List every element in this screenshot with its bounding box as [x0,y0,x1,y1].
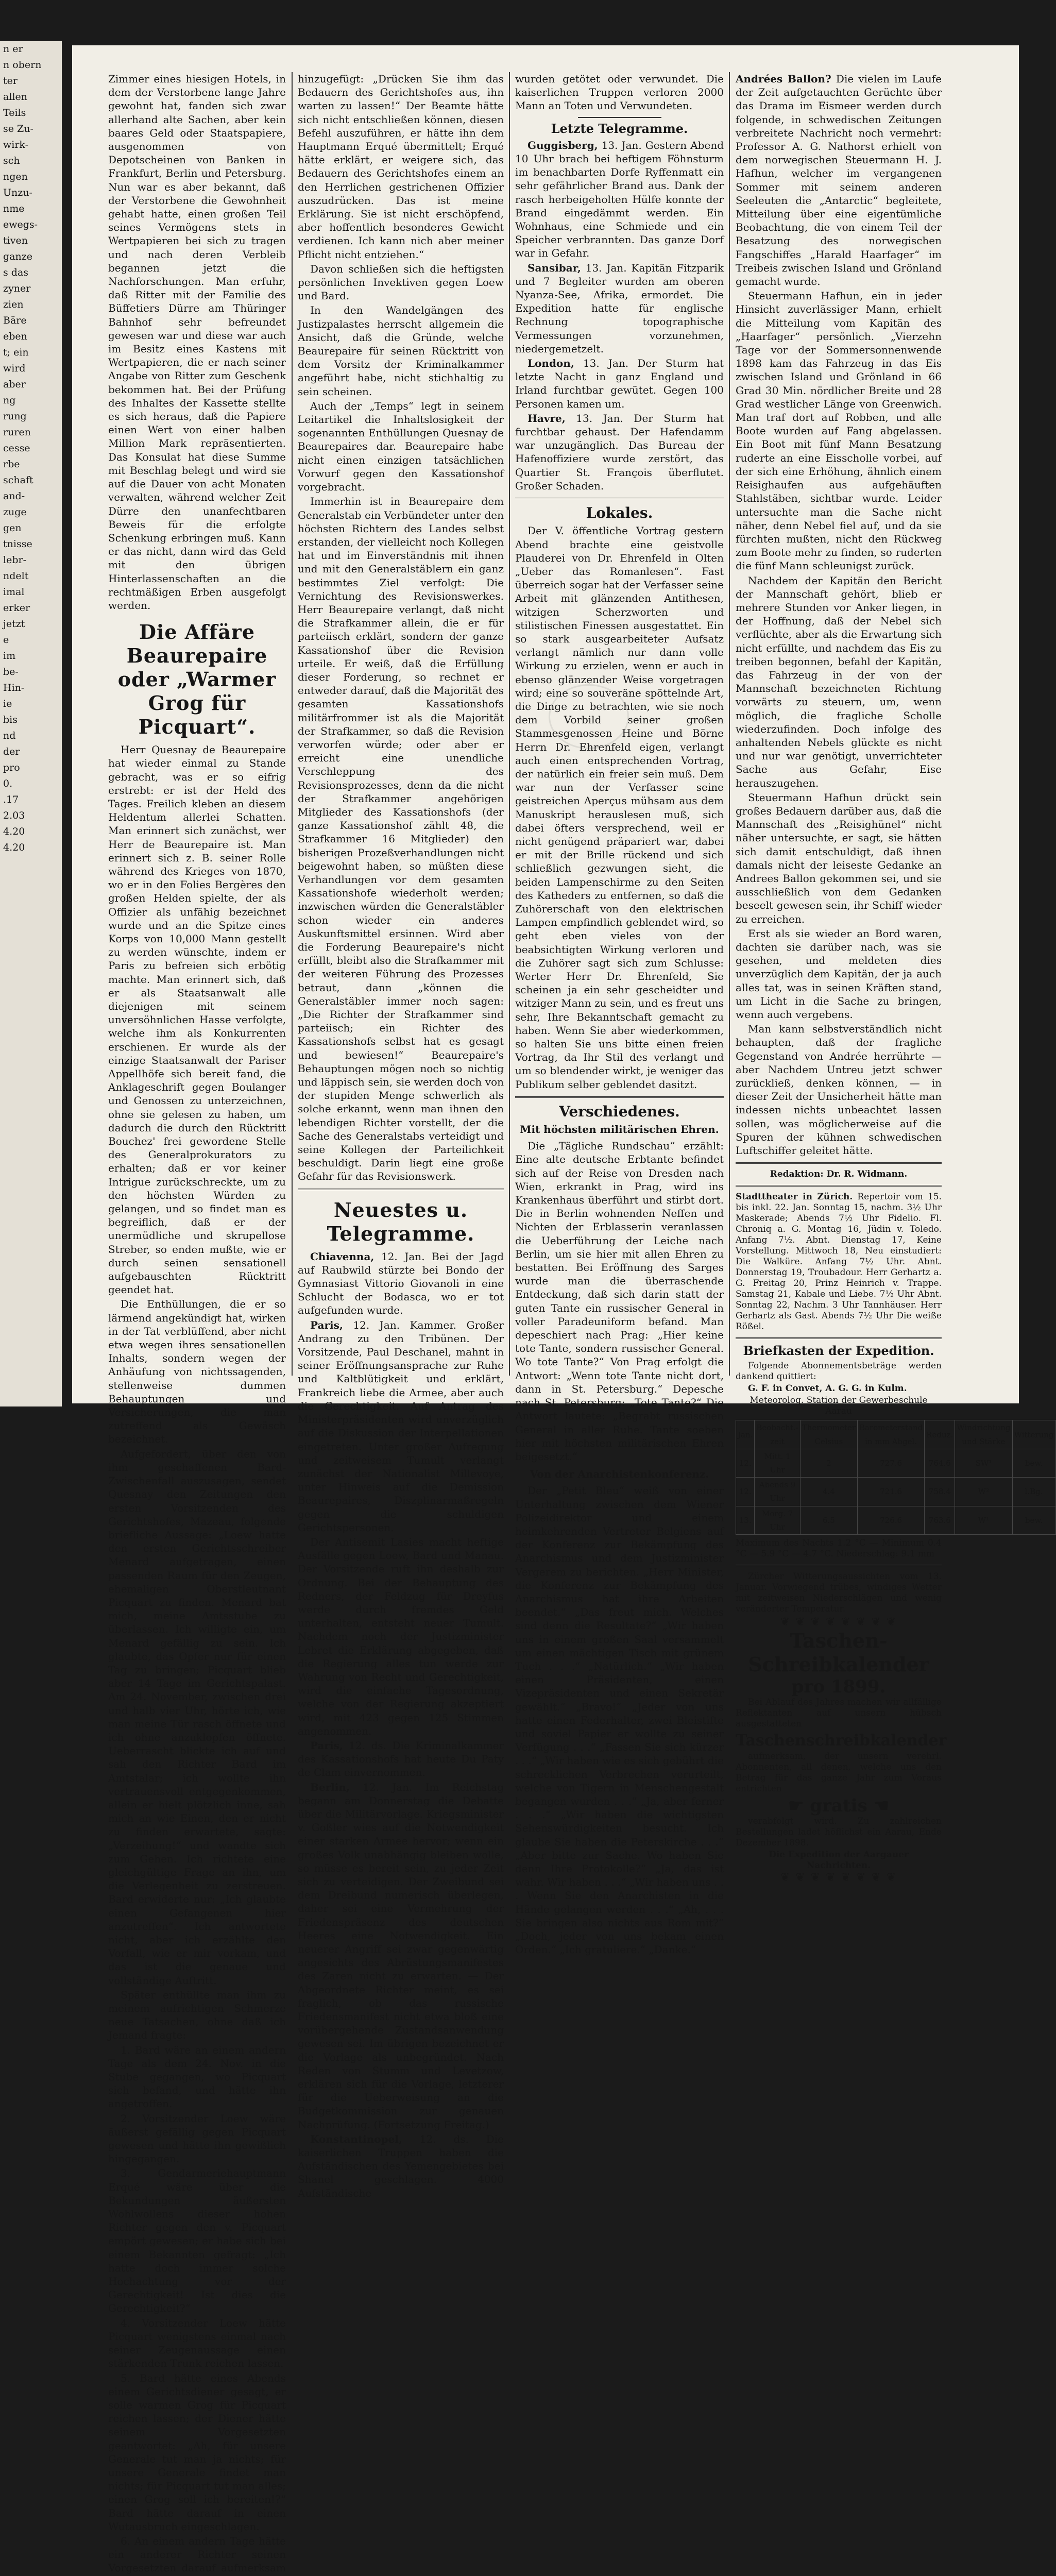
telegram-text: 12. Jan. Im Reichstag begann am Donnerstag die Debatte über die Militärvorlage. Kriegsminister v. Goßler wies auf die Notwendigkeit einer starken Armee hervor; wenn ein großes Volk unabhängig bleiben wolle, so müsse es bereit sein, zu jeder Zeit sich zu verteidigen. Der Zweibund sei dem Dreibund numerisch überlegen, daher sei eine Vermehrung der Friedenspräsenz des deutschen Heeres eine Notwendigkeit. Ein neuerer Angriff sei zwar gegenwärtig angesichts des Abrüstungsmanifestes des Zaren nicht zu erwarten. — Der Abgeordnete Richter meint, es sei fraglich, ob das russische Friedensmanifest nicht etwa bloß eine vorübergehende Zustandsanwendung gewesen sei. Im übrigen bezeichnet er die Vorlage als unbegründet. Nach Reden von Stumm und Levetzow, erklären sich für die Vorlage, letzterer für die Ueberweisung an die Budgetkommission zur genauen Nachprüfung. (Fortsetzung Freitag.) [298,1781,504,2131]
strip-line: n er [3,43,23,55]
dateline: London, [527,357,574,370]
strip-line: t; ein [3,347,29,358]
ad-subtitle: pro 1899. [791,1676,886,1698]
table-row [736,1506,1056,1534]
strip-line: 4.20 [3,826,25,837]
strip-line: rbe [3,459,20,470]
list-item: 3. Gendarmeriehauptmann Erqué wäre über die Bekundungen äußersten Wohlwollens dieser hohen Richter gegen den v. Picquart empört gewesen; er habe sich bei einem Bekannten gefragt: „Ich hatte doch immer solche Hochachtung vor der Gerechtigkeit! Ist dies die Gerechtigkeit?“ [108,2167,286,2315]
table-cell: SW¹ [955,1449,1012,1477]
strip-line: wirk- [3,139,29,150]
strip-line: ewegs- [3,219,38,230]
column-3 [515,72,724,1956]
dateline: Paris, [310,1318,343,1331]
dateline: Konstantinopel, [310,2132,402,2145]
table-cell: 13. [736,1506,755,1534]
section-rule [515,1096,724,1098]
dateline: Berlin, [310,1781,350,1793]
station-title: Meteorolog. Station der Gewerbeschule Aarau [750,1395,928,1417]
headline-letzte-telegramme: Letzte Telegramme. [551,121,688,136]
section-rule [736,1565,942,1566]
strip-line: Hin- [3,682,25,693]
table-cell: 721.6 [857,1478,924,1506]
dateline: Sansibar, [527,261,581,274]
left-page-strip [0,41,62,1406]
table-cell: 2 [800,1449,857,1477]
table-row [736,1478,1056,1506]
section-rule [515,498,724,499]
strip-line: 0. [3,778,13,789]
column-2 [298,72,504,2199]
strip-line: sch [3,155,20,166]
article-paragraph: Davon schließen sich die heftigsten persönlichen Invektiven gegen Loew und Bard. [298,262,504,302]
strip-line: pro [3,762,20,773]
article-paragraph: G. F. in Convet, A. G. G. in Kulm. [748,1383,907,1394]
table-row [736,1449,1056,1477]
telegram-text: 13. Jan. Der Sturm hat furchtbar gehaust. Der Hafendamm war unzugänglich. Das Bureau der Hafenoffiziere wurde zerstört, das Quartier St. François überflutet. Großer Schaden. [515,412,724,492]
column-divider [509,72,510,1376]
table-cell: 727.6 [857,1449,924,1477]
section-rule [736,1185,942,1187]
strip-line: aber [3,379,26,390]
editor-line: Redaktion: Dr. R. Widmann. [770,1169,908,1180]
strip-line: tnisse [3,538,32,550]
table-cell: bew. [1012,1449,1055,1477]
strip-line: 4.20 [3,842,25,853]
list-item: 2. Vorsitzender Loew wäre äußerst gefällig gegen Picquart gewesen und hätte ihn gewißlich hingegangen. [108,2112,286,2165]
strip-line: Unzu- [3,187,32,198]
article-paragraph: Herr Quesnay de Beaurepaire hat wieder einmal zu Stande gebracht, was er so eifrig erstrebt: er ist der Held des Tages. Freilich kleben an diesem Heldentum allerlei Schatten. Man erinnert sich zunächst, wer Herr de Beaurepaire ist. Man erinnert sich z. B. seiner Rolle während des Krieges von 1870, wo er in den Folies Bergères den großen Helden spielte, der als Offizier als unfähig bezeichnet wurde und an die Spitze eines Korps von 10,000 Mann gestellt zu werden wünschte, indem er Paris zu befreien sich erbötig machte. Man erinnert sich, daß er als Staatsanwalt alle diejenigen mit seinem unversöhnlichen Hasse verfolgte, welche ihm als Konkurrenten erschienen. Er wurde als der einzige Staatsanwalt der Pariser Appellhöfe sich bereit fand, die Anklageschrift gegen Boulanger und Genossen zu unterzeichnen, ohne sie gelesen zu haben, um dadurch die durch den Rücktritt Bouchez' frei gewordene Stelle des Generalprokurators zu erhalten; daß er vor keiner Intrigue zurückschreckte, um zu den höchsten Würden zu gelangen, und so findet man es begreiflich, daß er der unermüdliche und skrupellose Streber, so enden mußte, wie er durch seinen sensationell aufgebauschten Rücktritt geendet hat. [108,743,286,1296]
telegram-text: 12. Jan. Kammer. Großer Andrang zu den Tribünen. Der Vorsitzende, Paul Deschanel, mahnt in seiner Eröffnungsansprache zur Ruhe und Kaltblütigkeit und erklärt, Frankreich liebe die Armee, aber auch die Gerechtigkeit. Auf Antrag des Ministerpräsidenten wird unverzüglich auf die Diskussion der Interpellationen eingetreten. Unter großer Aufregung und zeitweisem Tumult verlangt zunächst der Nationalist Millevoye, unter Hinweis auf die Demission Beaurepaires, Diszplinarmaßregeln gegen die schuldigen Gerichtspersonen. [298,1318,504,1534]
table-header: Thermometer Celsius [800,1420,857,1449]
table-header: Beobacht.-zeit [755,1420,800,1449]
article-paragraph: Folgende Abonnementsbeträge werden dankend quittiert: [736,1361,942,1382]
table-header: Barometerstand in mm Abgel. [857,1420,924,1449]
table-header: Witterung [1012,1420,1055,1449]
article-paragraph: Die vielen im Laufe der Zeit aufgetauchten Gerüchte über das Drama im Eismeer werden durch folgende, in schwedischen Zeitungen verbreitete Nachricht noch vermehrt: Professor A. G. Nathorst erhielt von dem norwegischen Steuermann H. J. Hafhun, welcher im vergangenen Sommer mit seinem anderen Seeleuten die „Antarctic“ begleitete, Mitteilung über eine eigentümliche Beobachtung, die von einem Teil der Besatzung des norwegischen Fangschiffes „Harald Haarfager“ im Treibeis zwischen Island und Grönland gemacht wurde. [736,73,942,288]
section-rule [578,117,661,118]
headline-briefkasten: Briefkasten der Expedition. [743,1343,934,1359]
subheadline: Von der Anarchistenkonferenz. [530,1468,709,1481]
weather-forecast: Zürcher Witterungsaussichten vom 13. Januar. Vorwiegend trübes, windiges Wetter mit zeitweisen Niederschlägen und wenig veränderter Temperatur. [736,1571,942,1615]
dateline: Guggisberg, [527,139,598,151]
table-cell: Mitt. 1 Uhr [755,1449,800,1477]
strip-line: nd [3,730,16,741]
headline-affaere: Die Affäre Beaurepaire oder „Warmer Grog für Picquart“. [117,620,277,739]
subheadline: Andrées Ballon? [736,73,831,85]
ad-gratis: ☛ gratis ☚ [788,1795,890,1817]
article-paragraph: Auch der „Temps“ legt in seinem Leitartikel die Inhaltslosigkeit der sogenannten Enthüllungen Quesnay de Beaurepaires dar. Beaurepaire habe nicht einen einzigen tatsächlichen Vorwurf gegen den Kassationshof vorgebracht. [298,399,504,494]
ornament-border: ❦ ❦ ❦ ❦ ❦ ❦ ❦ ❦ [780,1616,897,1629]
list-item: 1. Bard wäre an einem andern Tage als dem 24. Nov. in die Stube gegangen, wo Picquart sich befand, und hätte ihn angetroffen. [108,2043,286,2110]
strip-line: zien [3,299,24,310]
list-item: 5. Bard hätte eines Abends einem Gerichtsdiener gesagt, er solle warmen Grog für Picquart reichen lassen; der Diener hätte seinem Vorgesetzten geantwortet: „Ah, für unsere Generale tut man ja nichts; für unsere Generale findet man nichts; für Picquart tut man alles; einen Grog soll ich bereiten!?“ Bard hätte darauf in einen Wutausbruch eingeschlagen. [108,2371,286,2533]
article-paragraph: Der „Petit Bleu“ weiß von einer Unterhaltung zwischen dem Wiener Polizeidirektor und einem heimkehrenden Vertreter Belgiens auf der Konferenz zur Bekämpfung des Anarchismus und dem Justizminister Vergerem zu berichten. „Herr Minister, die Konferenz zur Bekämpfung des Anarchismus hat ihre Arbeiten beendet.“ „Das freut mich. Welches sind denn die Resultate?“ „Wir haben uns in einem großen Saal versammelt um einen mächtigen Tisch mit grünem Tuch . . .“ „Natürlich.“ „Wir haben einen Präsidenten, einen Vizepräsidenten und einen Sekretär gewählt.“ „Bravo!“ „Jeder von uns hatte einen Federhalter, zwei Bleistifte und soviel Papier er wollte zu seiner Verfügung . . .“ „Fassen Sie sich kürzer . . .“ „Wir haben wie es sich gebührt die schrecklichen Verbrechen verurteilt, welche von Tigern in Menschengestalt begangen wurden . . .“ „Ja, aber ferner . . .“ „Wir haben die wichtigsten Sehenswürdigkeiten besucht. Ich glaube Sie haben die Peterskirche . . .“ „Aber bitte zur Sache. Wo haben Sie denn Ihre Protokolle?“ „Ja, das ist wahr. Wir haben . . .“ „Wir haben uns . . . Wenn Sie den Anarchisten in die Hände gelangen werden . . .“ „Ah, . . . Sie bringen also nichts aus Rom mit?“ „Doch, jeder von uns bekam einen Orden.“ „Ich gratuliere.“ „Danke.“ [515,1484,724,1956]
article-paragraph: Erst als sie wieder an Bord waren, dachten sie darüber nach, was sie gesehen, und meldeten dies unverzüglich dem Kapitän, der ja auch alles tat, was in seinen Kräften stand, um Licht in die Sache zu bringen, wenn auch vergebens. [736,927,942,1021]
strip-line: schaft [3,474,33,486]
strip-line: im [3,650,16,662]
strip-line: ie [3,698,12,709]
strip-line: imal [3,586,25,598]
strip-line: s das [3,267,29,278]
theater-program: Repertoir vom 15. bis inkl. 22. Jan. Sonntag 15, nachm. 3½ Uhr Maskerade; Abends 7½ Uhr Fidelio. Fl. Chroniq a. G. Montag 16, Jüdin v. Toledo. Anfang 7½. Abnt. Dienstag 17, Keine Vorstellung. Mittwoch 18, Neu einstudiert: Die Walküre. Anfang 7½ Uhr. Abnt. Donnerstag 19, Troubadour. Herr Gerhartz a. G. Freitag 20, Prinz Heinrich v. Trappe. Samstag 21, Kabale und Liebe. 7½ Uhr Abnt. Sonntag 22, Nachm. 3 Uhr Tannhäuser. Herr Gerhartz als Gast. Abends 7½ Uhr Die weiße Rößel. [736,1192,942,1332]
telegram-text: 12. ds. Die Kriminalkammer des Kassationshofs hat heute Du Paty de Clam einvernommen. [298,1739,504,1779]
article-paragraph: Steuermann Hafhun, ein in jeder Hinsicht zuverlässiger Mann, erhielt die Mitteilung vom Kapitän des „Haarfager“ persönlich. „Vierzehn Tage vor der Sommersonnenwende 1898 kam das Fahrzeug in das Eis zwischen Island und Grönland in 66 Grad 30 Min. nördlicher Breite und 28 Grad westlicher Länge von Greenwich. Man traf dort auf Robben, und alle Boote wurden auf Fang abgelassen. Ein Boot mit fünf Mann Besatzung ruderte an eine Eisscholle vorbei, auf der sich eine Erhöhung, ähnlich einem Reisighaufen aus aufgehäuften Stahlstäben, sichtbar wurde. Leider untersuchte man die Sache nicht näher, denn Nebel fiel auf, und da sie fürchten mußten, nicht den Rückweg zum Boote mehr zu finden, so ruderten die fünf Mann schleunigst zurück. [736,290,942,572]
article-paragraph: Die „Tägliche Rundschau“ erzählt: Eine alte deutsche Erbtante befindet sich auf der Reise von Dresden nach Wien, erkrankt in Prag, wird ins Krankenhaus überführt und stirbt dort. Die in Berlin wohnenden Neffen und Nichten der Erblasserin veranlassen die Ueberführung der Leiche nach Berlin, um sie hier mit allen Ehren zu bestatten. Bei Eröffnung des Sarges wurde man die überraschende Entdeckung, daß sich darin statt der guten Tante ein russischer General in voller Paradeuniform befand. Man depeschiert nach Prag: „Hier keine tote Tante, sondern russischer General. Wo tote Tante?“ Von Prag erfolgt die Antwort: „Wenn tote Tante nicht dort, dann in St. Petersburg.“ Depesche nach St. Petersburg: „Tote Tante?“ Die Antwort lautete: „Begrabt russischen General in aller Ruhe. Tante soeben hier mit höchsten militärischen Ehren beigesetzt.“ [515,1140,724,1463]
strip-line: jetzt [3,618,25,630]
strip-line: erker [3,602,30,614]
list-item: 6. An einem andern Tage hätte ein anderer Richter seinen Vorgesetzten darauf aufmerksam [108,2534,286,2574]
article-paragraph: Steuermann Hafhun drückt sein großes Bedauern darüber aus, daß die Mannschaft des „Reisighünel“ nicht näher untersuchte, er sagt, sie hätten sich damit entschuldigt, daß ihnen damals nicht der leiseste Gedanke an Andrees Ballon gekommen sei, und sie ausschließlich von dem Gedanken beseelt gewesen sein, ihr Schiff wieder zu erreichen. [736,791,942,925]
strip-line: ruren [3,427,31,438]
table-header: Jan. [736,1420,755,1449]
table-cell: bew. [1012,1506,1055,1534]
strip-line: bis [3,714,18,725]
strip-line: lebr- [3,554,26,566]
telegram-text: 12. ds. Die kaiserlichen Truppen haben die Aufständischen des Yemengebietes bei Shanel geschlagen. 4000 Aufständische [298,2132,504,2199]
strip-line: eben [3,331,27,342]
strip-line: .17 [3,794,19,805]
strip-line: n obern [3,59,42,71]
strip-line: 2.03 [3,810,25,821]
ad-text: aufmerksam, der unsern verehrl. Abonnenten, all denen, welche uns den Betrag für das ganze Jahr zum Voraus entrichten [736,1751,942,1794]
column-divider [292,72,293,1376]
telegram-text: 13. Jan. Gestern Abend 10 Uhr brach bei heftigem Föhnsturm im benachbarten Dorfe Ryffenmatt ein sehr gefährlicher Brand aus. Dank der rasch herbeigeholten Hülfe konnte der Brand eingedämmt werden. Ein Wohnhaus, eine Schmiede und ein Speicher verbrannten. Das ganze Dorf war in Gefahr. [515,139,724,260]
dateline: Chiavenna, [310,1250,374,1263]
article-paragraph: wurden getötet oder verwundet. Die kaiserlichen Truppen verloren 2000 Mann an Toten und Verwundeten. [515,73,724,112]
dateline: Havre, [527,412,566,425]
strip-line: ndelt [3,570,29,582]
table-cell: W² [955,1478,1012,1506]
intro-paragraph: Zimmer eines hiesigen Hotels, in dem der Verstorbene lange Jahre gewohnt hat, fanden sich zwar allerhand alte Sachen, aber kein baares Geld oder Staatspapiere, ausgenommen von Depotscheinen von Banken in Frankfurt, Berlin und Petersburg. Nun war es aber bekannt, daß der Verstorbene die Gewohnheit gehabt hatte, einen großen Teil seines Vermögens stets in Wertpapieren bei sich zu tragen und nach deren Verbleib begannen jetzt die Nachforschungen. Man erfuhr, daß Ritter mit der Familie des Büffetiers Dürre am Thüringer Bahnhof sehr befreundet gewesen war und diese war auch im Besitz eines Kastens mit Wertpapieren, die er nach seiner Angabe von Ritter zum Geschenk bekommen hat. Bei der Prüfung des Inhaltes der Kassette stellte es sich heraus, daß die Papiere einen Wert von einer halben Million Mark repräsentierten. Das Konsulat hat diese Summe mit Beschlag belegt und wird sie auf die Dauer von acht Monaten verwalten, während welcher Zeit Dürre den unanfechtbaren Beweis für die erfolgte Schenkung erbringen muß. Kann er das nicht, dann wird das Geld mit den übrigen Hinterlassenschaften an die rechtmäßigen Erben ausgefolgt werden. [108,73,286,612]
column-divider [729,72,730,1376]
strip-line: ngen [3,171,28,182]
table-cell: 6.5 [800,1506,857,1534]
strip-line: and- [3,490,25,502]
strip-line: ng [3,395,16,406]
strip-line: se Zu- [3,123,33,134]
ornament-border: ❦ ❦ ❦ ❦ ❦ ❦ ❦ ❦ [780,1871,897,1885]
strip-line: cesse [3,443,30,454]
strip-line: nme [3,203,25,214]
telegram-text: Der Antisemit Lasies macht heftige Ausfälle gegen Loew, Bard und Manau. Der Vorsitzende ruft ihn deshalb zur Ordnung. Bei der Behauptung des Redners, der Feldzug für Dreyfus werde durch fremdes Geld unterhalten, entsteht neuer Tumult. Nachdem noch der Justizminister Lebret die Erklärung abgegeben, daß die Regierung alles tun werde zur Wahrung von Recht und Gerechtigkeit, wird die einfache Tagesordnung, welche von der Regierung akzeptiert wird, mit 423 gegen 125 Stimmen angenommen. [298,1535,504,1737]
article-paragraph: Die Enthüllungen, die er so lärmend angekündigt hat, wirken in der Tat verblüffend, aber nicht etwa wegen ihres sensationellen Inhalts, sondern wegen der Anhäufung von nichtssagenden, stellenweise dummen Behauptungen und Versicherungen, die man zutreffend als Gewäsch bezeichnet. [108,1298,286,1446]
strip-line: ganze [3,251,32,262]
article-paragraph: In den Wandelgängen des Justizpalastes herrscht allgemein die Ansicht, daß die Gründe, welche Beaurepaire für seinen Rücktritt von dem Vorsitz der Kriminalkammer angeführt habe, nicht stichhaltig zu sein scheinen. [298,304,504,398]
dateline: Paris, [310,1739,343,1752]
article-paragraph: Immerhin ist in Beaurepaire dem Generalstab ein Verbündeter unter den höchsten Richtern des Landes selbst erstanden, der vielleicht noch Kollegen hat und im Einverständnis mit ihnen und mit den Generalstäblern ein ganz bestimmtes Ziel verfolgt: Die Vernichtung des Revisionswerkes. Herr Beaurepaire verlangt, daß nicht die Strafkammer allein, die er für parteiisch erklärt, sondern der ganze Kassationshof über die Revision urteile. Er weiß, daß die Erfüllung dieser Forderung, so rechnet er entweder darauf, daß die Majorität des gesamten Kassationshofs militärfrommer ist als die Majorität der Strafkammer, so daß die Revision verworfen würde; oder aber er erreicht eine unendliche Verschleppung des Revisionsprozesses, denn da die nicht der Strafkammer angehörigen Mitglieder des Kassationshofs (der ganze Kassationshof zählt 48, die Strafkammer 16 Mitglieder) den bisherigen Prozeßverhandlungen nicht beigewohnt haben, so müßten diese Verhandlungen vor dem gesamten Kassationshofe wiederholt werden; inzwischen würden die Generalstäbler schon wieder ein anderes Auskunftsmittel ersinnen. Wird aber die Forderung Beaurepaire's nicht erfüllt, bleibt also die Strafkammer mit der weiteren Führung des Prozesses betraut, dann „können die Generalstäbler immer noch sagen: „Die Richter der Strafkammer sind parteiisch; ein Richter des Kassationshofs selbst hat es gesagt und bewiesen!“ Beaurepaire's Behauptungen mögen noch so nichtig und läppisch sein, sie werden doch von der stupiden Menge schwerlich als solche erkannt, wenn man ihnen den lebendigen Richter vorstellt, der die Sache des Generalstabs verteidigt und seine Kollegen der Parteilichkeit beschuldigt. Darin liegt eine große Gefahr für das Revisionswerk. [298,495,504,1183]
strip-line: allen [3,91,27,103]
strip-line: gen [3,522,22,534]
strip-line: zuge [3,506,27,518]
subheadline: Mit höchsten militärischen Ehren. [520,1123,719,1136]
article-paragraph: Der V. öffentliche Vortrag gestern Abend brachte eine geistvolle Plauderei von Dr. Ehrenfeld in Olten „Ueber das Romanlesen“. Fast überreich sogar hat der Verfasser seine Arbeit mit glänzenden Antithesen, witzigen Scherzworten und stilistischen Finessen ausgestattet. Ein so stark ausgearbeiteter Aufsatz verlangt nämlich nur dann volle Wirkung zu erzielen, wenn er auch in ebenso glänzender Weise vorgetragen wird; eine so souveräne spöttelnde Art, die Dinge zu betrachten, wie sie noch dem Vorbild seiner großen Stammesgenossen Heine und Börne Herrn Dr. Ehrenfeld eigen, verlangt auch einen entsprechenden Vortrag, der natürlich ein freier sein muß. Dem war nun der Verfasser seine geistreichen Aperçus mühsam aus dem Manuskript herauslesen muß, sich dabei öfters versprechend, weil er nicht genügend präpariert war, dabei er mit der Brille rückend und sich schließlich gezwungen sieht, die beiden Lampenschirme zu den Seiten des Katheders zu entfernen, so daß die Zuhörerschaft von den elektrischen Lampen empfindlich geblendet wird, so geht eben vieles von der beabsichtigten Wirkung verloren und die Zuhörer sagt sich zum Schlusse: Werter Herr Dr. Ehrenfeld, Sie scheinen ja ein sehr gescheidter und witziger Mann zu sein, und es freut uns sehr, Ihre Bekanntschaft gemacht zu haben. Wenn Sie aber wiederkommen, so halten Sie uns bitte einen freien Vortrag, da Ihr Stil des verlangt und um so blendender wirkt, je weniger das Publikum selber geblendet dasitzt. [515,524,724,1091]
strip-line: be- [3,666,19,677]
column-1 [108,72,286,2574]
table-cell: 763.6 [925,1506,955,1534]
ad-text: verabfolgt wird. Zu zahlreichen Bestellungen ladet höflichst ein Aarau, Ende Dezember 1898. [736,1816,942,1849]
table-header: Reduz. [925,1420,955,1449]
section-rule [736,1337,942,1339]
article-paragraph: Man kann selbstverständlich nicht behaupten, daß der fragliche Gegenstand von Andrée herrührte — aber Nachdem Untreu jetzt schwer zurückließ, denken können, — in dieser Zeit der Unsicherheit hätte man indessen nichts unbeachtet lassen sollen, was möglicherweise auf die Spuren der kühnen schwedischen Luftschiffer geleitet hätte. [736,1023,942,1157]
article-paragraph: Später enthüllte man ihm zu meinem aufrichtigen Schmerze neue Tatsachen, ohne daß ich Jemand fragte: [108,1988,286,2042]
ad-title: Taschenschreibkalender [736,1732,947,1750]
section-rule [298,1189,504,1190]
headline-verschiedenes: Verschiedenes. [559,1103,680,1120]
strip-line: zyner [3,283,31,294]
table-cell: 12. [736,1449,755,1477]
table-cell: Abends 9 Uhr [755,1478,800,1506]
weather-note: Maximum des Nachts 1.2 °C — Minimum 0.4 °C — 5.9 °C — 4.7 °C. Niederschlag: 9.1 mm [736,1538,942,1560]
table-cell: 4.4 [800,1478,857,1506]
weather-table [736,1420,1056,1535]
article-paragraph: Nachdem der Kapitän den Bericht der Mannschaft gehört, blieb er mehrere Stunden vor Anker liegen, in der Hoffnung, daß der Nebel sich verflüchte, aber als die Erwartung sich nicht erfüllte, und nachdem das Eis zu treiben begonnen, befahl der Kapitän, das Fahrzeug in der von der Mannschaft bezeichneten Richtung vorwärts zu steuern, um, wenn möglich, die fragliche Scholle wiederzufinden. Doch infolge des anhaltenden Nebels glückte es nicht und nur war genötigt, unverrichteter Sache aus Gefahr, Eise herauszugehen. [736,574,942,789]
telegram-text: 13. Jan. Der Sturm hat letzte Nacht in ganz England und Irland furchtbar gewütet. Gegen 100 Personen kamen um. [515,357,724,410]
telegram-text: 12. Jan. Bei der Jagd auf Raubwild stürzte bei Bondo der Gymnasiast Vittorio Giovanoli in eine Schlucht der Bodasca, wo er tot aufgefunden wurde. [298,1250,504,1317]
telegram-text: 13. Jan. Kapitän Fitzparik und 7 Begleiter wurden am oberen Nyanza-See, Afrika, ermordet. Die Expedition hatte für englische Rechnung topographische Vermessungen vorzunehmen, niedergemetzelt. [515,261,724,355]
table-cell: Morg. 7 Uhr [755,1506,800,1534]
table-cell: 764.6 [925,1449,955,1477]
strip-line: wird [3,363,26,374]
section-rule [736,1162,942,1164]
column-4 [736,72,1054,1885]
ad-title: Taschen-Schreibkalender [748,1629,929,1676]
strip-line: Bäre [3,315,27,326]
table-cell: 726.6 [857,1506,924,1534]
strip-line: rung [3,411,27,422]
strip-line: der [3,746,20,757]
table-cell: 758.4 [925,1478,955,1506]
ad-signature: Die Expedition der Aargauer Nachrichten. [769,1850,909,1871]
strip-line: ter [3,75,18,87]
list-item: 4. Vorsitzender Loew hätte Picquart wenigstens einmal nach seiner Zeugenaussage einen stärkenden Trunk reichen lassen. [108,2316,286,2370]
strip-line: e [3,634,9,646]
table-cell: l.Bg. [1012,1478,1055,1506]
headline-lokales: Lokales. [586,504,653,522]
table-header: Windrichtung und Stärke [955,1420,1012,1449]
article-paragraph: Aufgefordert, über den von ihm geschaffenen Bard-Zwischenfall auszusagen, sendet Quesnay den Zeitungen den ersten Vorsitzenden des Gerichtshofes, Mazeau, folgende briefliche Aussage: „Loew hatte den ersten Gerichtsschreiber Menard aufgetragen, einen passenden Raum für den Zeugen, ehemaligen Oberstleutnant Picquart zu finden. Menard bat mich, meine Amtsstube zu überlassen. Ich willigte ein, um Menard gefällig zu sein. Ich glaubte, das Opfer nur für einen Tag zu bringen; Picquart blieb aber 14 Tage im Gerichtspalast. Am 24. November, zwischen drei und halb vier Uhr, hörte ich, wie man meine Tür rasch öffnete und ich ohne anzuklopfen öffnete. Ueberrascht blickte ich auf und sah den Richter Bard im Amtstalar; ich wollte ihn vertrauensvoll entgegenkommen, allein er hielt plötzlich inne, sah mich an wie Einen, den er nicht zu finden erwartete, sagte: „Verzeihung!“ und wandte sich zum Gehen. Ich richtete eine gleichgültige Frage an ihn, um die Verlegenheit zu zerstreuen. Bard erwiderte nur: „Ich glaubte einen Gefangenen hier anzutreffen“. Ich antwortete nicht, aber ich erzählte den Vorfall, wie er mir vorkam, und das ist die genaue und vollständige Auftritt. [108,1447,286,1987]
table-cell: W¹ [955,1506,1012,1534]
strip-line: tiven [3,235,28,246]
headline-telegramme: Neuestes u. Telegramme. [327,1198,475,1245]
article-paragraph: hinzugefügt: „Drücken Sie ihm das Bedauern des Gerichtshofes aus, ihn warten zu lassen!“ Der Beamte hätte sich nicht entschließen können, diesen Befehl auszuführen, er hätte ihn dem Hauptmann Erqué übermittelt; Erqué hätte erklärt, er weigere sich, das Bedauern des Gerichtshofes einem an den Herrlichen gestrichenen Offizier auszudrücken. Das ist meine Erklärung. Sie ist nicht erschöpfend, aber hoffentlich besonderes Gewicht verdienen. Ich kann nich aber meiner Pflicht nicht entziehen.“ [298,73,504,261]
strip-line: Teils [3,107,26,118]
table-cell: 12. [736,1478,755,1506]
subheadline: Stadttheater in Zürich. [736,1192,853,1202]
ad-text: Bei Ablauf des Jahres machen wir allfällige Reflektanten auf unsern hübsch ausgestatteten [736,1697,942,1730]
